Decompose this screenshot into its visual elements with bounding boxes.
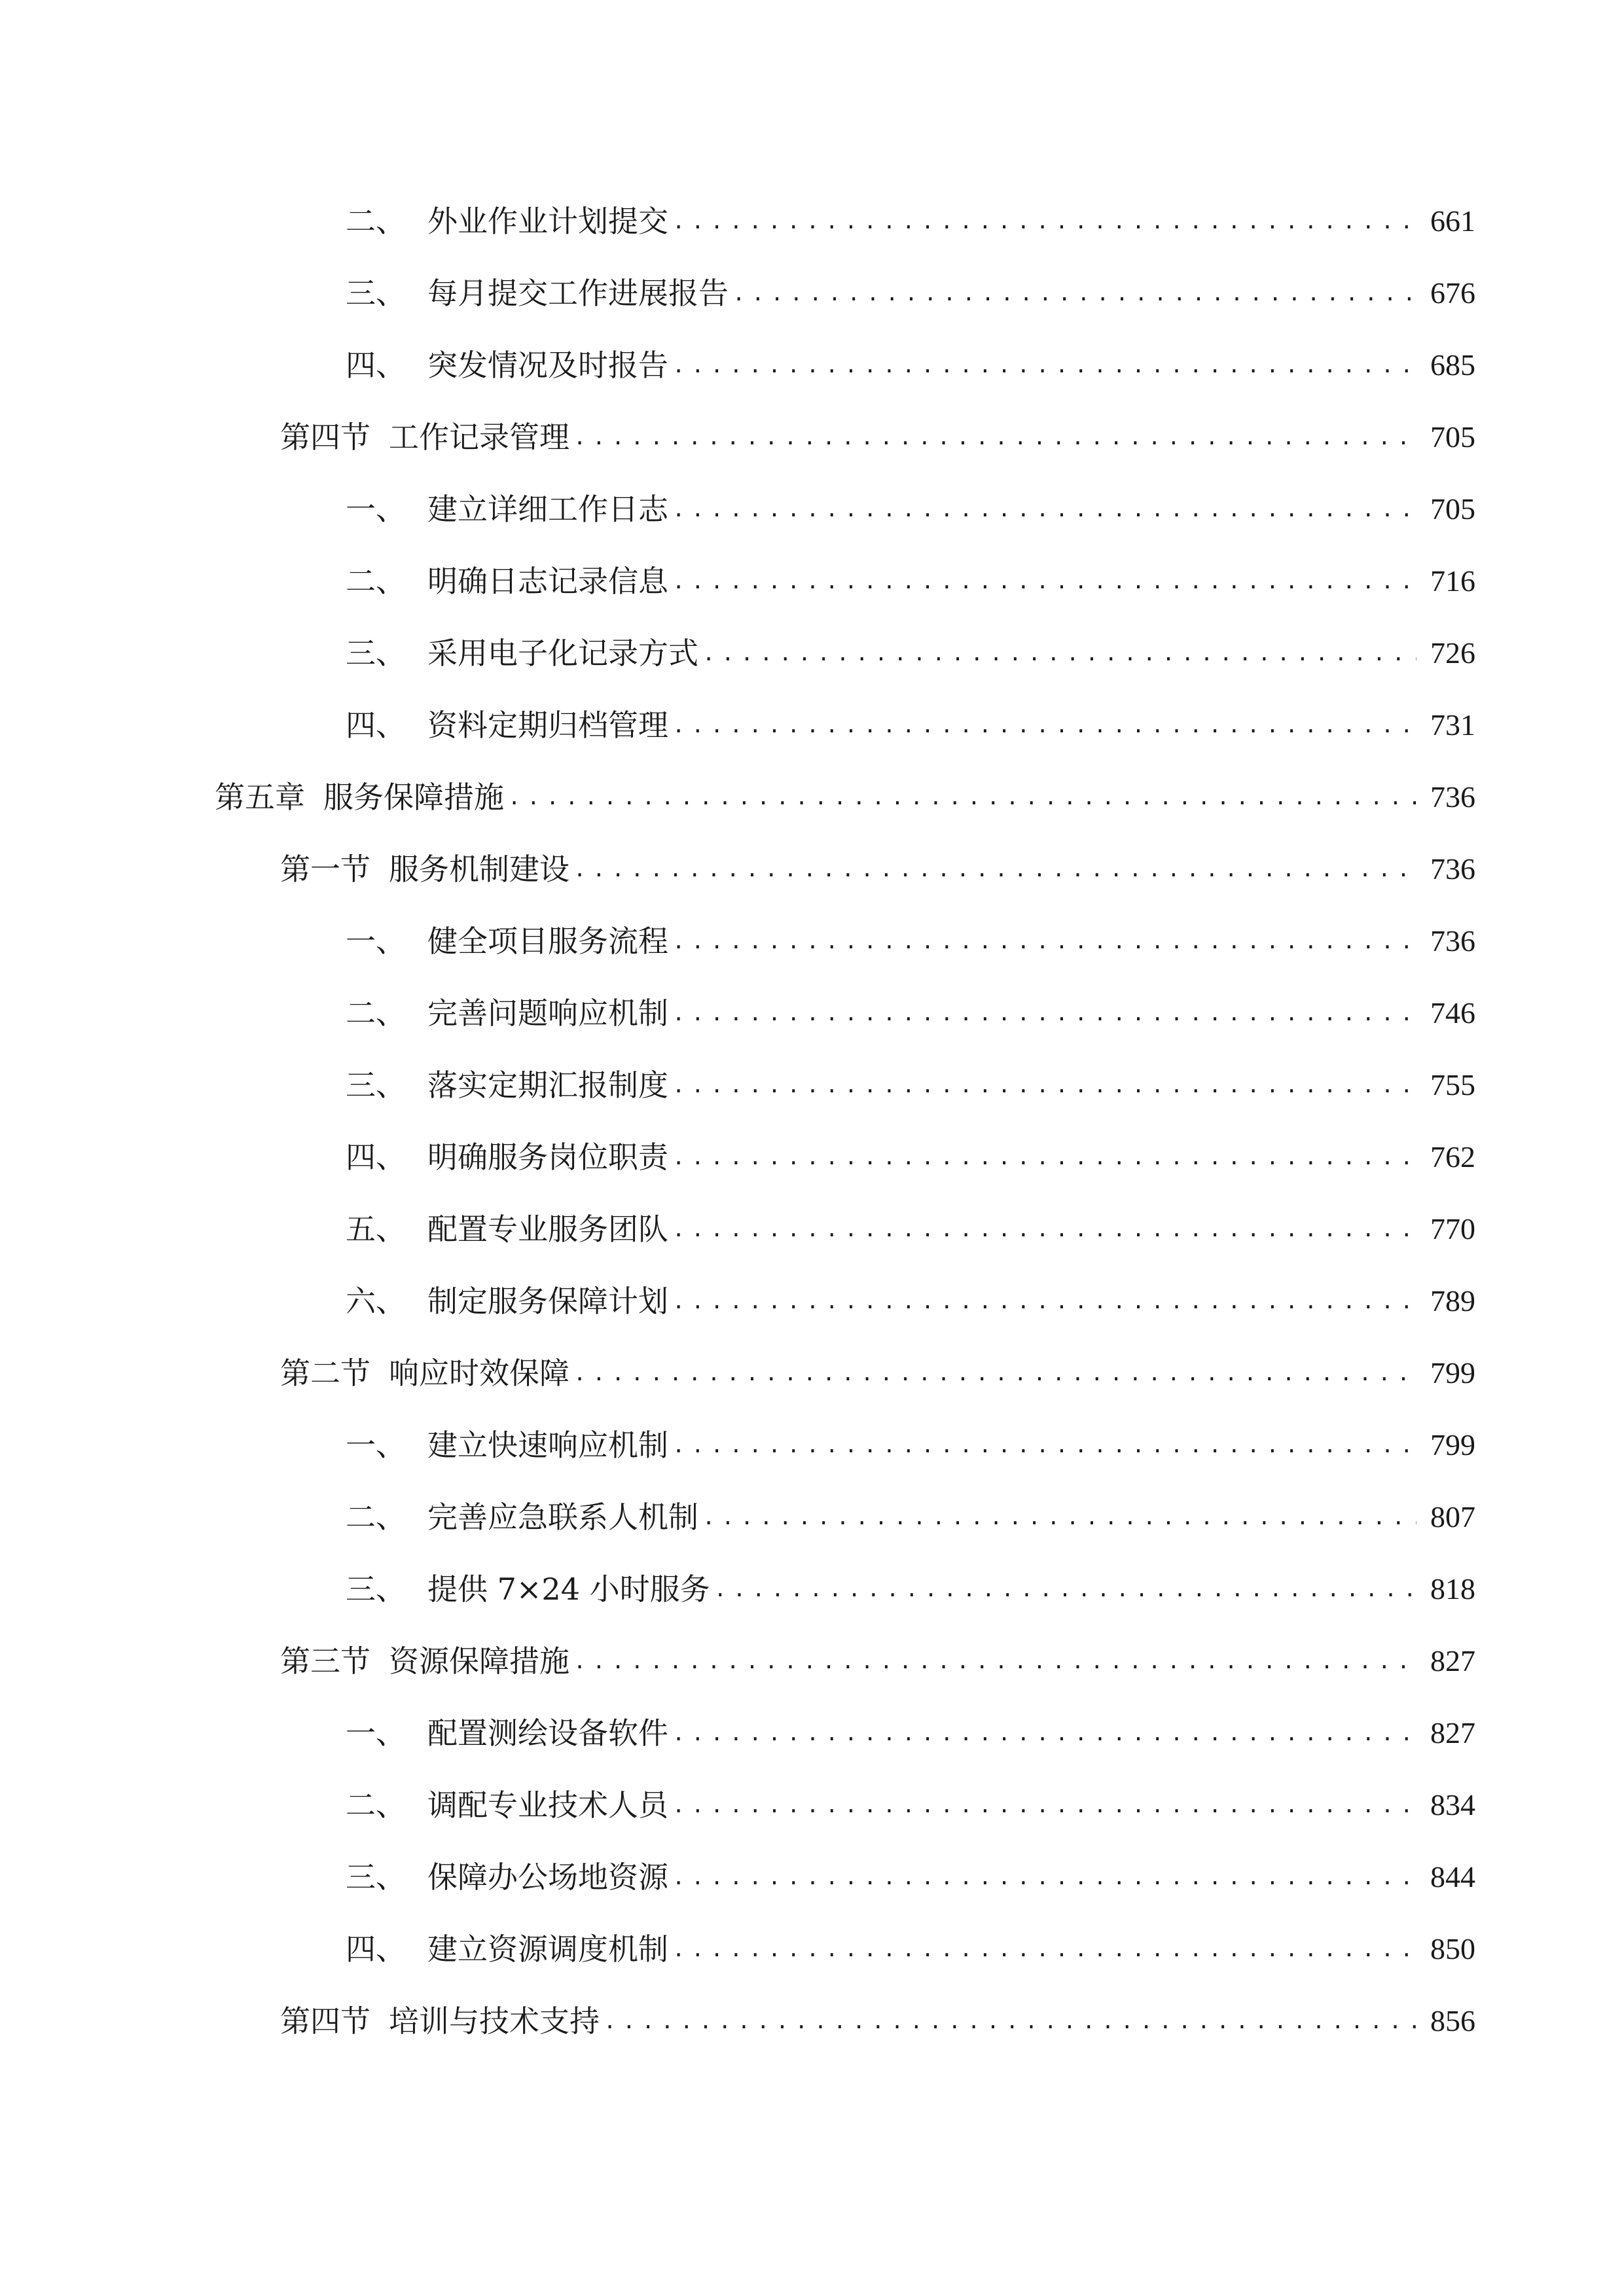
toc-entry-page: 716 (1430, 564, 1475, 598)
toc-entry[interactable] (0, 329, 1624, 401)
dot-leader (672, 1430, 1416, 1460)
toc-entry-title: 资源保障措施 (389, 1643, 569, 1679)
toc-entry-number: 第四节 (280, 2003, 370, 2039)
toc-entry[interactable] (0, 185, 1624, 257)
dot-leader (714, 1574, 1416, 1604)
toc-entry-number: 一、 (346, 492, 406, 527)
toc-entry-title: 每月提交工作进展报告 (427, 276, 729, 311)
dot-leader (573, 1358, 1416, 1388)
dot-leader (672, 1790, 1416, 1820)
toc-entry-page: 789 (1430, 1284, 1475, 1318)
toc-entry[interactable] (0, 1265, 1624, 1337)
toc-entry[interactable] (0, 1697, 1624, 1769)
toc-entry-number: 二、 (346, 204, 406, 239)
toc-entry[interactable] (0, 1769, 1624, 1841)
dot-leader (672, 1718, 1416, 1748)
toc-entry-number: 一、 (346, 1715, 406, 1751)
toc-entry-title: 外业作业计划提交 (427, 204, 668, 239)
toc-entry-page: 850 (1430, 1932, 1475, 1965)
toc-entry[interactable] (0, 1913, 1624, 1985)
toc-entry[interactable] (0, 1409, 1624, 1481)
toc-entry[interactable] (0, 1841, 1624, 1913)
dot-leader (672, 1286, 1416, 1316)
toc-entry-page: 818 (1430, 1572, 1475, 1605)
toc-entry-page: 834 (1430, 1788, 1475, 1821)
toc-entry-page: 661 (1430, 204, 1475, 238)
toc-entry[interactable] (0, 545, 1624, 617)
toc-entry-page: 770 (1430, 1212, 1475, 1246)
toc-entry-title: 培训与技术支持 (389, 2003, 600, 2039)
dot-leader (702, 1502, 1416, 1532)
dot-leader (672, 926, 1416, 956)
dot-leader (672, 1214, 1416, 1244)
toc-entry-page: 705 (1430, 420, 1475, 454)
toc-entry-number: 四、 (346, 708, 406, 743)
toc-entry[interactable] (0, 689, 1624, 761)
dot-leader (604, 2006, 1416, 2036)
toc-entry[interactable] (0, 1049, 1624, 1121)
toc-entry[interactable] (0, 617, 1624, 689)
table-of-contents (0, 185, 1624, 2057)
toc-entry-title: 提供 7×24 小时服务 (427, 1571, 710, 1607)
toc-entry-number: 二、 (346, 1787, 406, 1823)
toc-entry-number: 第二节 (280, 1355, 370, 1391)
toc-entry-number: 五、 (346, 1211, 406, 1247)
toc-entry-number: 四、 (346, 1139, 406, 1175)
dot-leader (672, 1142, 1416, 1172)
dot-leader (672, 998, 1416, 1028)
dot-leader (573, 1646, 1416, 1676)
toc-entry-title: 采用电子化记录方式 (427, 636, 698, 671)
toc-entry-number: 二、 (346, 564, 406, 599)
toc-entry-title: 明确日志记录信息 (427, 564, 668, 599)
toc-entry-title: 突发情况及时报告 (427, 348, 668, 383)
toc-entry-page: 676 (1430, 276, 1475, 310)
toc-entry-number: 第四节 (280, 420, 370, 455)
toc-section-entry[interactable] (0, 1337, 1624, 1409)
toc-entry-title: 完善问题响应机制 (427, 996, 668, 1031)
toc-entry-title: 工作记录管理 (389, 420, 569, 455)
toc-entry[interactable] (0, 473, 1624, 545)
toc-entry-number: 三、 (346, 636, 406, 671)
toc-entry[interactable] (0, 905, 1624, 977)
toc-entry-number: 四、 (346, 348, 406, 383)
dot-leader (672, 710, 1416, 740)
toc-entry[interactable] (0, 1553, 1624, 1625)
toc-entry-title: 建立详细工作日志 (427, 492, 668, 527)
toc-entry[interactable] (0, 977, 1624, 1049)
toc-entry-number: 第一节 (280, 852, 370, 887)
toc-entry-number: 一、 (346, 1427, 406, 1463)
toc-entry-title: 响应时效保障 (389, 1355, 569, 1391)
toc-entry-page: 755 (1430, 1068, 1475, 1102)
dot-leader (573, 854, 1416, 884)
toc-entry-title: 资料定期归档管理 (427, 708, 668, 743)
toc-entry-title: 服务机制建设 (389, 852, 569, 887)
toc-entry-title: 明确服务岗位职责 (427, 1139, 668, 1175)
toc-section-entry[interactable] (0, 401, 1624, 473)
toc-entry-title: 落实定期汇报制度 (427, 1067, 668, 1103)
dot-leader (672, 566, 1416, 596)
toc-entry-number: 第五章 (215, 780, 305, 815)
toc-entry-page: 856 (1430, 2004, 1475, 2037)
toc-entry-title: 完善应急联系人机制 (427, 1499, 698, 1535)
toc-entry-page: 799 (1430, 1428, 1475, 1462)
toc-entry-page: 731 (1430, 708, 1475, 742)
toc-entry[interactable] (0, 1481, 1624, 1553)
toc-entry-title: 制定服务保障计划 (427, 1283, 668, 1319)
toc-entry-number: 四、 (346, 1931, 406, 1967)
toc-section-entry[interactable] (0, 1985, 1624, 2057)
toc-entry[interactable] (0, 257, 1624, 329)
toc-entry-number: 三、 (346, 276, 406, 311)
toc-entry-page: 685 (1430, 348, 1475, 382)
dot-leader (672, 350, 1416, 380)
dot-leader (702, 638, 1416, 668)
toc-entry[interactable] (0, 1193, 1624, 1265)
toc-entry-page: 827 (1430, 1644, 1475, 1677)
toc-entry-page: 827 (1430, 1716, 1475, 1749)
toc-entry-title: 配置专业服务团队 (427, 1211, 668, 1247)
toc-entry-title: 保障办公场地资源 (427, 1859, 668, 1895)
toc-entry-page: 844 (1430, 1860, 1475, 1893)
dot-leader (672, 1070, 1416, 1100)
dot-leader (672, 1934, 1416, 1964)
toc-entry-number: 三、 (346, 1571, 406, 1607)
toc-entry-page: 746 (1430, 996, 1475, 1030)
toc-entry-title: 调配专业技术人员 (427, 1787, 668, 1823)
dot-leader (672, 494, 1416, 524)
toc-entry-title: 健全项目服务流程 (427, 924, 668, 959)
toc-entry-title: 建立资源调度机制 (427, 1931, 668, 1967)
dot-leader (672, 1862, 1416, 1892)
toc-entry-number: 三、 (346, 1859, 406, 1895)
toc-entry-number: 六、 (346, 1283, 406, 1319)
toc-entry-number: 一、 (346, 924, 406, 959)
toc-entry-number: 二、 (346, 1499, 406, 1535)
toc-entry-page: 736 (1430, 852, 1475, 886)
toc-entry-title: 配置测绘设备软件 (427, 1715, 668, 1751)
dot-leader (732, 278, 1416, 308)
toc-entry[interactable] (0, 1121, 1624, 1193)
toc-entry-page: 726 (1430, 636, 1475, 670)
toc-entry-page: 736 (1430, 780, 1475, 814)
dot-leader (508, 782, 1416, 812)
dot-leader (672, 206, 1416, 236)
dot-leader (573, 422, 1416, 452)
toc-entry-number: 第三节 (280, 1643, 370, 1679)
toc-chapter-entry[interactable] (0, 761, 1624, 833)
toc-entry-page: 705 (1430, 492, 1475, 526)
toc-entry-number: 二、 (346, 996, 406, 1031)
toc-entry-title: 服务保障措施 (323, 780, 504, 815)
toc-section-entry[interactable] (0, 833, 1624, 905)
toc-entry-title: 建立快速响应机制 (427, 1427, 668, 1463)
toc-entry-page: 799 (1430, 1356, 1475, 1390)
toc-section-entry[interactable] (0, 1625, 1624, 1697)
toc-entry-page: 736 (1430, 924, 1475, 958)
toc-entry-number: 三、 (346, 1067, 406, 1103)
toc-entry-page: 807 (1430, 1500, 1475, 1534)
toc-entry-page: 762 (1430, 1140, 1475, 1174)
